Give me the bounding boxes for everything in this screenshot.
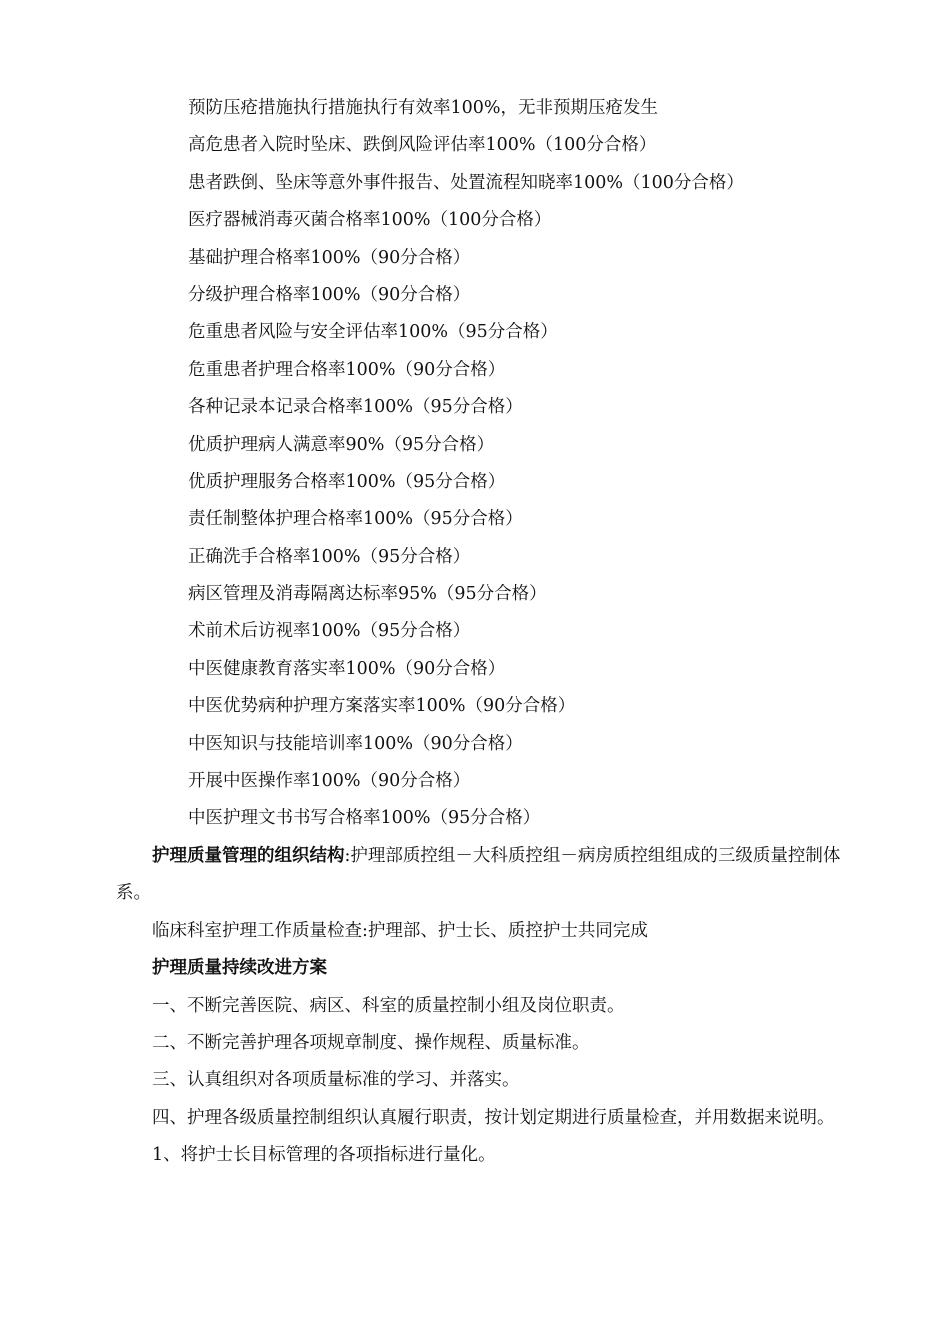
indicator-item: 高危患者入院时坠床、跌倒风险评估率100%（100分合格） [188, 135, 657, 156]
step-paragraph: 二、不断完善护理各项规章制度、操作规程、质量标准。 [152, 1033, 590, 1054]
indicator-item: 优质护理病人满意率90%（95分合格） [188, 434, 495, 455]
indicator-item: 危重患者护理合格率100%（90分合格） [188, 359, 506, 380]
indicator-item: 正确洗手合格率100%（95分合格） [188, 546, 471, 567]
inspection-paragraph: 临床科室护理工作质量检查:护理部、护士长、质控护士共同完成 [152, 920, 648, 941]
indicator-item: 责任制整体护理合格率100%（95分合格） [188, 509, 523, 530]
indicator-item: 各种记录本记录合格率100%（95分合格） [188, 397, 523, 418]
step-paragraph: 一、不断完善医院、病区、科室的质量控制小组及岗位职责。 [152, 995, 625, 1016]
indicator-item: 中医健康教育落实率100%（90分合格） [188, 658, 506, 679]
body-text [116, 838, 846, 1175]
indicator-item: 病区管理及消毒隔离达标率95%（95分合格） [188, 584, 547, 605]
indicator-item: 基础护理合格率100%（90分合格） [188, 247, 471, 268]
indicator-item: 中医优势病种护理方案落实率100%（90分合格） [188, 696, 576, 717]
indicator-item: 医疗器械消毒灭菌合格率100%（100分合格） [188, 210, 552, 231]
step-paragraph: 1、将护士长目标管理的各项指标进行量化。 [152, 1145, 496, 1166]
indicator-item: 分级护理合格率100%（90分合格） [188, 284, 471, 305]
step-paragraph: 三、认真组织对各项质量标准的学习、并落实。 [152, 1070, 520, 1091]
indicator-item: 开展中医操作率100%（90分合格） [188, 771, 471, 792]
org-structure-label: 护理质量管理的组织结构 [152, 846, 345, 866]
org-structure-text: :护理部质控组－大科质控组－病房质控组组成的三级质量控制体系。 [116, 846, 841, 904]
step-paragraph: 四、护理各级质量控制组织认真履行职责，按计划定期进行质量检查，并用数据来说明。 [152, 1107, 835, 1128]
quality-indicator-list [188, 94, 888, 842]
improvement-heading: 护理质量持续改进方案 [152, 958, 327, 979]
indicator-item: 患者跌倒、坠床等意外事件报告、处置流程知晓率100%（100分合格） [188, 172, 744, 193]
indicator-item: 中医知识与技能培训率100%（90分合格） [188, 733, 523, 754]
indicator-item: 危重患者风险与安全评估率100%（95分合格） [188, 322, 558, 343]
org-structure-paragraph [116, 838, 846, 913]
indicator-item: 术前术后访视率100%（95分合格） [188, 621, 471, 642]
indicator-item: 中医护理文书书写合格率100%（95分合格） [188, 808, 541, 829]
indicator-item: 优质护理服务合格率100%（95分合格） [188, 471, 506, 492]
indicator-item: 预防压疮措施执行措施执行有效率100%，无非预期压疮发生 [188, 98, 659, 118]
